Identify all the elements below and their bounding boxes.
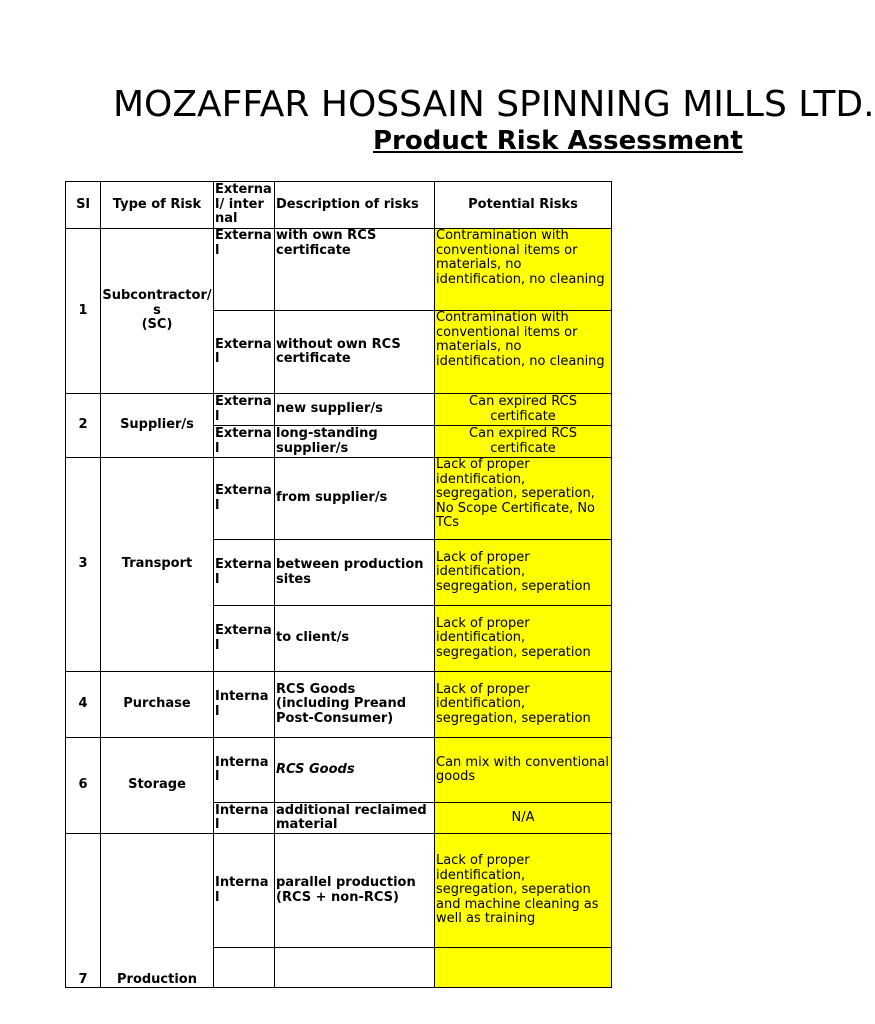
ext-int-cell: External [214, 426, 275, 458]
potential-risk-cell: Lack of proper identification, segregation, seperation and machine cleaning as well as training [435, 834, 612, 948]
ext-int-cell: External [214, 229, 275, 311]
risk-type-cell: Production [101, 834, 214, 988]
potential-risk-cell: Can mix with conventional goods [435, 738, 612, 803]
company-title: MOZAFFAR HOSSAIN SPINNING MILLS LTD. [113, 84, 875, 125]
potential-risk-cell: Contramination with conventional items or materials, no identification, no cleaning [435, 311, 612, 394]
description-cell: RCS Goods (including Preand Post-Consumer) [275, 672, 435, 738]
ext-int-cell: Internal [214, 803, 275, 834]
sl-cell: 2 [66, 394, 101, 458]
table-row [66, 672, 612, 738]
risk-assessment-table [65, 181, 612, 988]
description-cell: new supplier/s [275, 394, 435, 426]
risk-type-cell: Storage [101, 738, 214, 834]
ext-int-cell: Internal [214, 834, 275, 948]
table-row [66, 834, 612, 948]
column-header-potential-risks: Potential Risks [435, 182, 612, 229]
description-cell: long-standing supplier/s [275, 426, 435, 458]
table-header-row [66, 182, 612, 229]
sl-cell: 6 [66, 738, 101, 834]
potential-risk-cell: N/A [435, 803, 612, 834]
ext-int-cell: External [214, 540, 275, 606]
ext-int-cell: External [214, 311, 275, 394]
risk-type-cell: Purchase [101, 672, 214, 738]
description-cell: parallel production (RCS + non-RCS) [275, 834, 435, 948]
document-subtitle: Product Risk Assessment [373, 126, 743, 156]
ext-int-cell: External [214, 458, 275, 540]
table-row [66, 458, 612, 540]
description-cell: additional reclaimed material [275, 803, 435, 834]
potential-risk-cell: Can expired RCS certificate [435, 426, 612, 458]
ext-int-cell: Internal [214, 672, 275, 738]
column-header-type: Type of Risk [101, 182, 214, 229]
risk-type-cell: Transport [101, 458, 214, 672]
ext-int-cell: Internal [214, 738, 275, 803]
description-cell: with own RCS certificate [275, 229, 435, 311]
potential-risk-cell: Contramination with conventional items or materials, no identification, no cleaning [435, 229, 612, 311]
description-cell: RCS Goods [275, 738, 435, 803]
sl-cell: 4 [66, 672, 101, 738]
sl-cell: 7 [66, 834, 101, 988]
potential-risk-cell: Lack of proper identification, segregation, seperation [435, 540, 612, 606]
table-row [66, 229, 612, 311]
description-cell: between production sites [275, 540, 435, 606]
sl-cell: 3 [66, 458, 101, 672]
column-header-sl: Sl [66, 182, 101, 229]
potential-risk-cell: Lack of proper identification, segregation, seperation [435, 672, 612, 738]
potential-risk-cell: Can expired RCS certificate [435, 394, 612, 426]
risk-type-cell: Subcontractor/s (SC) [101, 229, 214, 394]
description-cell: without own RCS certificate [275, 311, 435, 394]
potential-risk-cell: Lack of proper identification, segregation, seperation, No Scope Certificate, No TCs [435, 458, 612, 540]
table-row [66, 738, 612, 803]
ext-int-cell: External [214, 394, 275, 426]
potential-risk-cell [435, 948, 612, 988]
risk-type-cell: Supplier/s [101, 394, 214, 458]
column-header-description: Description of risks [275, 182, 435, 229]
column-header-external-internal: External/ internal [214, 182, 275, 229]
description-cell: to client/s [275, 606, 435, 672]
description-cell [275, 948, 435, 988]
sl-cell: 1 [66, 229, 101, 394]
potential-risk-cell: Lack of proper identification, segregation, seperation [435, 606, 612, 672]
ext-int-cell [214, 948, 275, 988]
ext-int-cell: External [214, 606, 275, 672]
table-row [66, 394, 612, 426]
description-cell: from supplier/s [275, 458, 435, 540]
